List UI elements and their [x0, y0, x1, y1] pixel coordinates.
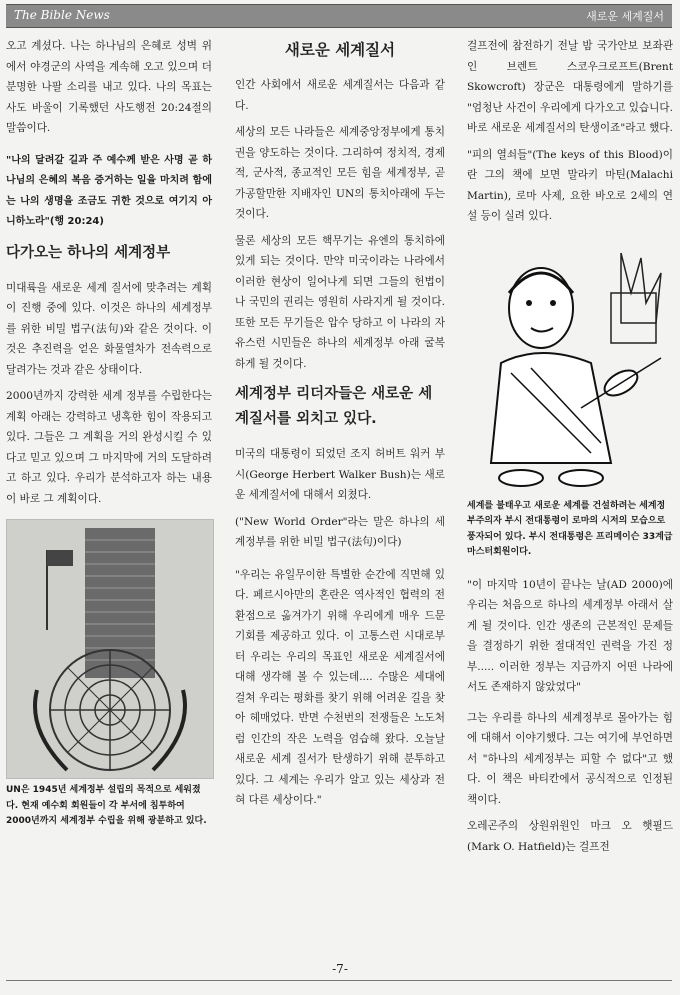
- paragraph: 걸프전에 참전하기 전날 밤 국가안보 보좌관인 브렌트 스코우크로프트(Brent Skowcroft) 장군은 대통령에게 말하기를 "엄청난 사건이 우리에게 다가오고 있습니다. 바로 새로운 세계질서의 탄생이죠"라고 했다.: [467, 40, 673, 134]
- column-middle: [235, 36, 445, 817]
- paragraph: 세상의 모든 나라들은 세계중앙정부에게 통치권을 양도하는 것이다. 그리하여 정치적, 경제적, 군사적, 종교적인 모든 힘을 세계정부, 곧 가공할만한 지배자인 UN의 통치아래에 두는 것이다.: [235, 126, 445, 220]
- cartoon-caption: 세계를 불태우고 새로운 세계를 건설하려는 세계정부주의자 부시 전대통령이 로마의 시저의 모습으로 풍자되어 있다. 부시 전대통령은 프리메이슨 33계급 마스터회원이다.: [467, 500, 673, 557]
- page-number: -7-: [332, 962, 348, 976]
- paragraph: 그는 우리를 하나의 세계정부로 몰아가는 힘에 대해서 이야기했다. 그는 여기에 부언하면서 "하나의 세계정부는 피할 수 없다"고 했다. 이 책은 바티칸에서 공식적으로 인정된 책이다.: [467, 711, 673, 806]
- column-left: [6, 36, 212, 830]
- paragraph: 오고 계셨다. 나는 하나님의 은혜로 성벽 위에서 야경군의 사역을 계속해 오고 있으며 더 분명한 나팔 소리를 내고 있다. 나의 목표는 사도 바울이 기록했던 사도행전 20:24절의 말씀이다.: [6, 40, 212, 134]
- un-building-photo: [6, 519, 214, 779]
- photo-caption: UN은 1945년 세계정부 설립의 목적으로 세워졌다. 현재 예수회 회원들이 각 부서에 침투하여 2000년까지 세계정부 수립을 위해 광분하고 있다.: [6, 785, 207, 826]
- section-heading: 새로운 세계질서: [284, 41, 396, 59]
- section-heading: 다가오는 하나의 세계정부: [6, 244, 171, 261]
- caesar-cartoon: [471, 233, 671, 495]
- paragraph: 오레곤주의 상원위원인 마크 오 햇필드(Mark O. Hatfield)는 걸프전: [467, 820, 673, 853]
- paragraph: 미대륙을 새로운 세계 질서에 맞추려는 계획이 진행 중에 있다. 이것은 하나의 세계정부를 위한 비밀 법구(法句)와 같은 것이다. 이것은 추진력을 얻은 화물열차가 전속력으로 달려가는 것과 같은 상태이다.: [6, 281, 212, 376]
- un-emblem-illustration: [7, 520, 213, 778]
- paragraph: 인간 사회에서 새로운 세계질서는 다음과 같다.: [235, 79, 445, 112]
- scripture-quote: "나의 달려갈 길과 주 예수께 받은 사명 곧 하나님의 은혜의 복음 증거하는 일을 마치려 함에는 나의 생명을 조금도 귀한 것으로 여기지 아니하노라"(행 20:24): [6, 154, 212, 227]
- page-header-bar: [6, 4, 672, 28]
- paragraph: ("New World Order"라는 말은 하나의 세계정부를 위한 비밀 법구(法句)이다): [235, 515, 445, 548]
- book-quote: "이 마지막 10년이 끝나는 날(AD 2000)에 우리는 처음으로 하나의 세계정부 아래서 살게 될 것이다. 인간 생존의 근본적인 문제들을 결정하기 위한 절대적인 권력을 가진 정부..... 이러한 정부는 지금까지 어떤 나라에서도 존재하지 않았었다": [467, 578, 673, 693]
- footer-rule: [6, 980, 672, 981]
- publication-title: The Bible News: [14, 8, 110, 22]
- bush-quote: "우리는 유일무이한 특별한 순간에 직면해 있다. 페르시아만의 혼란은 역사적인 협력의 전환점으로 옮겨가기 위해 우리에게 매우 드문 기회를 제공하고 있다. 이 고통스런 시대로부터 우리는 우리의 목표인 새로운 세계질서에 대해 생각해 볼 수 있는데.... 수많은 세대에 걸쳐 우리는 평화를 찾기 위해 어려운 길을 찾아 헤매었다. 반면 수천번의 전쟁들은 노도처럼 인간의 작은 노력을 엄습해 왔다. 오늘날 새로운 세계 질서가 탄생하기 위해 분투하고 있다. 그 세계는 우리가 알고 있는 세상과 전혀 다른 세상이다.": [235, 568, 445, 806]
- column-right: [467, 36, 673, 863]
- paragraph: 2000년까지 강력한 세계 정부를 수립한다는 계획 아래는 강력하고 냉혹한 힘이 작용되고 있다. 그들은 그 계획을 거의 완성시킬 수 있다고 믿고 있으며 그 마지막에 거의 도달하려고 하고 있다. 우리가 분석하고자 하는 내용이 바로 그 계획이다.: [6, 390, 212, 505]
- paragraph: 미국의 대통령이 되었던 조지 허버트 워커 부시(George Herbert Walker Bush)는 새로운 세계질서에 대해서 외쳤다.: [235, 448, 445, 501]
- caesar-cartoon-illustration: [471, 233, 671, 495]
- section-heading: 세계정부 리더자들은 새로운 세계질서를 외치고 있다.: [235, 386, 433, 427]
- paragraph: 물론 세상의 모든 핵무기는 유엔의 통치하에 있게 되는 것이다. 만약 미국이라는 나라에서 이러한 현상이 일어나게 되면 그들의 헌법이나 국민의 권리는 영원히 사라지게 될 것이다. 또한 모든 무기들은 압수 당하고 이 나라의 자유스런 시민들은 하나의 세계정부 아래 굴복하게 될 것이다.: [235, 234, 445, 370]
- paragraph: "피의 열쇠들"(The keys of this Blood)이란 그의 책에 보면 말라키 마틴(Malachi Martin), 로마 사제, 요한 바오로 2세의 연설 등이 실려 있다.: [467, 148, 673, 222]
- section-title: 새로운 세계질서: [586, 10, 664, 23]
